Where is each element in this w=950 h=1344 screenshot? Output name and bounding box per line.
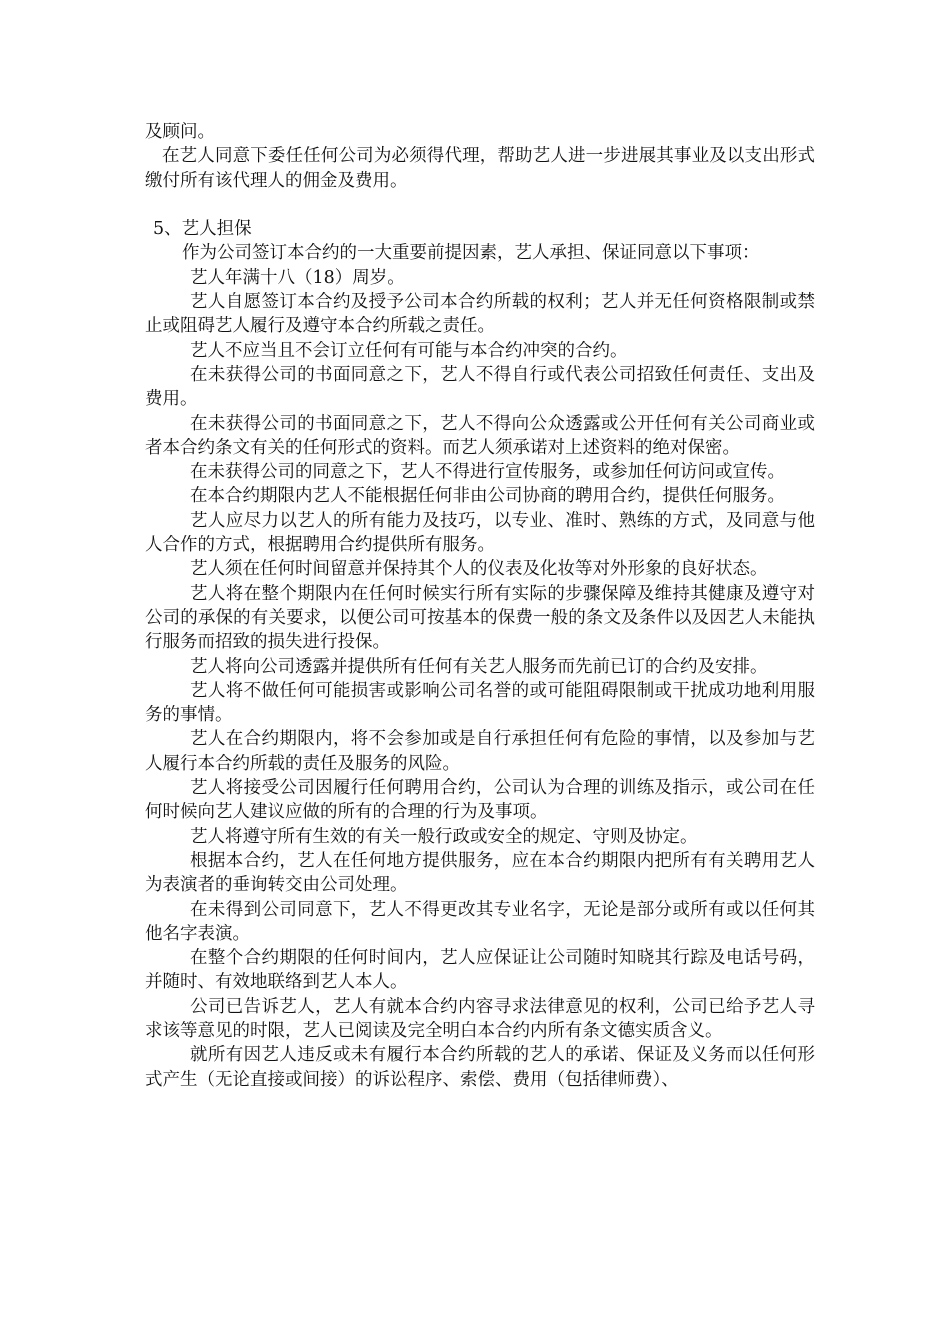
warranty-item: 艺人在合约期限内，将不会参加或是自行承担任何有危险的事情，以及参加与艺人履行本合约所载的责任及服务的风险。 [145, 729, 815, 774]
warranty-item: 艺人将向公司透露并提供所有任何有关艺人服务而先前已订的合约及安排。 [190, 656, 768, 677]
warranty-item: 艺人自愿签订本合约及授予公司本合约所载的权利；艺人并无任何资格限制或禁止或阻碍艺人履行及遵守本合约所载之责任。 [145, 292, 815, 337]
warranty-item: 艺人应尽力以艺人的所有能力及技巧，以专业、准时、熟练的方式，及同意与他人合作的方式，根据聘用合约提供所有服务。 [145, 510, 815, 556]
warranty-item: 在未获得公司的书面同意之下，艺人不得向公众透露或公开任何有关公司商业或者本合约条文有关的任何形式的资料。而艺人须承诺对上述资料的绝对保密。 [145, 413, 815, 458]
warranty-item: 根据本合约，艺人在任何地方提供服务，应在本合约期限内把所有有关聘用艺人为表演者的垂询转交由公司处理。 [145, 850, 815, 896]
warranty-item: 艺人将不做任何可能损害或影响公司名誉的或可能阻碍限制或干扰成功地利用服务的事情。 [145, 680, 815, 726]
warranty-item: 公司已告诉艺人，艺人有就本合约内容寻求法律意见的权利，公司已给予艺人寻求该等意见的时限，艺人已阅读及完全明白本合约内所有条文德实质含义。 [145, 996, 815, 1041]
warranty-item: 在未获得公司的同意之下，艺人不得进行宣传服务，或参加任何访问或宣传。 [190, 462, 785, 483]
warranty-item: 艺人年满十八（18）周岁。 [190, 267, 405, 288]
warranty-item: 在未获得公司的书面同意之下，艺人不得自行或代表公司招致任何责任、支出及费用。 [145, 364, 815, 410]
warranty-item: 艺人将接受公司因履行任何聘用合约，公司认为合理的训练及指示，或公司在任何时候向艺人建议应做的所有的合理的行为及事项。 [145, 778, 815, 823]
warranty-item: 在未得到公司同意下，艺人不得更改其专业名字，无论是部分或所有或以任何其他名字表演。 [145, 899, 815, 944]
section-heading: 5、艺人担保 [153, 219, 252, 240]
warranty-item: 艺人将遵守所有生效的有关一般行政或安全的规定、守则及协定。 [190, 826, 698, 847]
warranty-item: 在整个合约期限的任何时间内，艺人应保证让公司随时知晓其行踪及电话号码，并随时、有效地联络到艺人本人。 [145, 948, 815, 993]
section-intro: 作为公司签订本合约的一大重要前提因素，艺人承担、保证同意以下事项： [182, 243, 760, 264]
warranty-item: 艺人须在任何时间留意并保持其个人的仪表及化妆等对外形象的良好状态。 [190, 559, 768, 580]
document-body [145, 120, 815, 1092]
paragraph-gap [145, 193, 815, 217]
continued-paragraph: 及顾问。 [145, 122, 215, 142]
warranty-item: 就所有因艺人违反或未有履行本合约所载的艺人的承诺、保证及义务而以任何形式产生（无论直接或间接）的诉讼程序、索偿、费用（包括律师费）、 [145, 1045, 815, 1090]
warranty-item: 在本合约期限内艺人不能根据任何非由公司协商的聘用合约，提供任何服务。 [190, 486, 785, 507]
warranty-item: 艺人将在整个期限内在任何时候实行所有实际的步骤保障及维持其健康及遵守对公司的承保的有关要求，以便公司可按基本的保费一般的条文及条件以及因艺人未能执行服务而招致的损失进行投保。 [145, 583, 815, 653]
agent-paragraph: 在艺人同意下委任任何公司为必须得代理，帮助艺人进一步进展其事业及以支出形式缴付所有该代理人的佣金及费用。 [145, 146, 815, 191]
warranty-item: 艺人不应当且不会订立任何有可能与本合约冲突的合约。 [190, 340, 628, 361]
